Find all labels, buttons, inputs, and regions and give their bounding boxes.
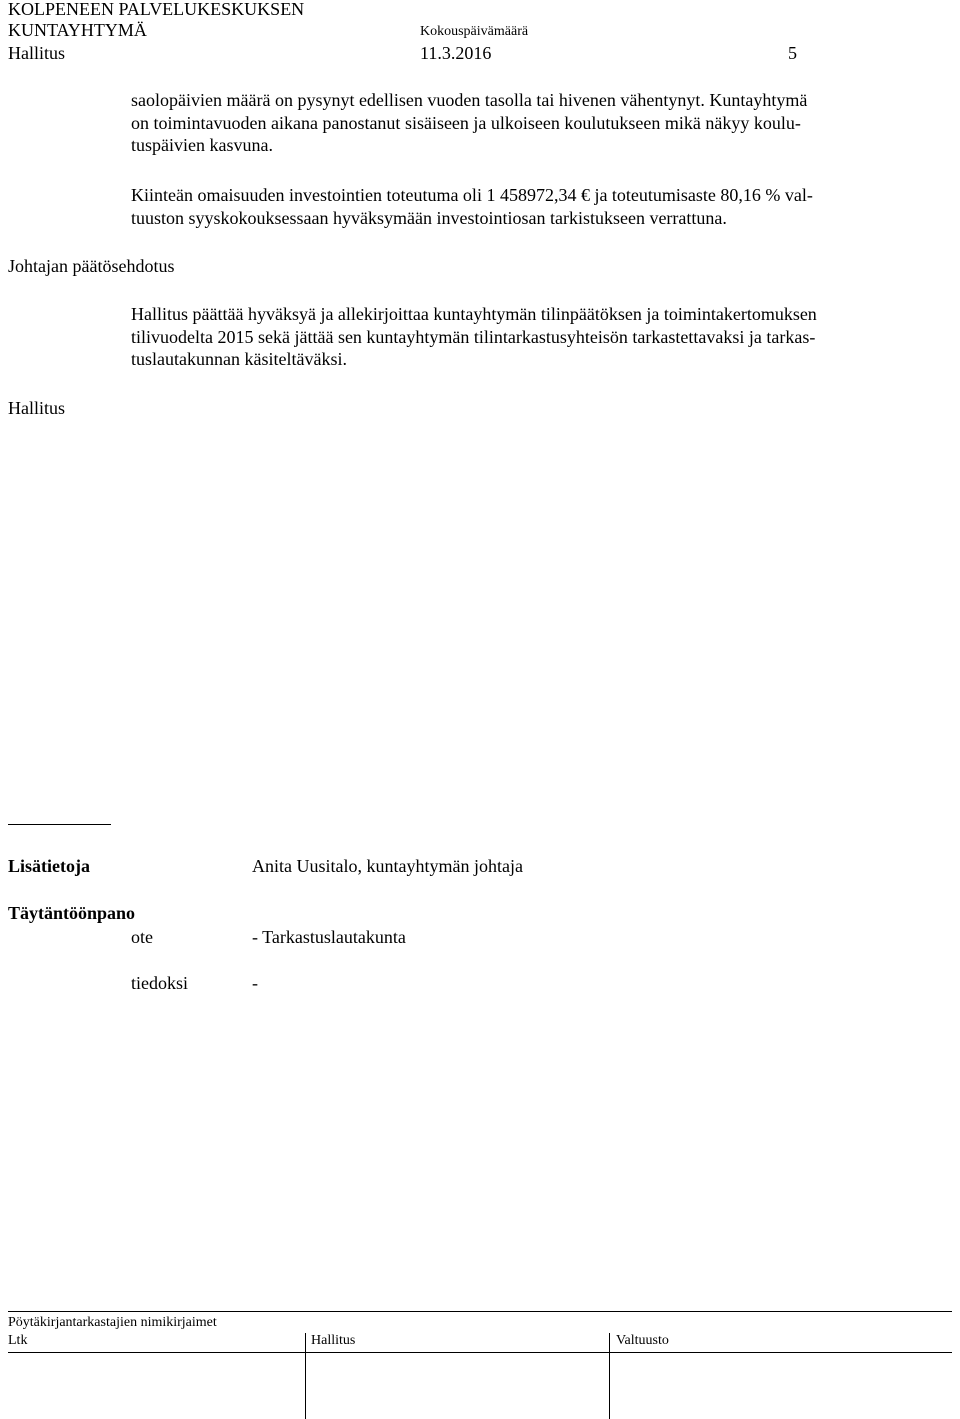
paragraph-line: tuuston syyskokouksessaan hyväksymään investointiosan tarkistukseen verrattuna. [131, 207, 727, 228]
signature-divider [305, 1333, 306, 1419]
tiedoksi-value: - [252, 973, 258, 993]
decision-label: Hallitus [8, 398, 65, 418]
paragraph-line: tilivuodelta 2015 sekä jättää sen kuntayhtymän tilintarkastusyhteisön tarkastettavaksi ja tarkas- [131, 326, 816, 347]
ote-label: ote [131, 927, 153, 947]
paragraph-line: on toimintavuoden aikana panostanut sisäiseen ja ulkoiseen koulutukseen mikä näkyy koulu- [131, 112, 801, 133]
paragraph-proposal [131, 303, 931, 371]
body-name: Hallitus [8, 43, 65, 63]
paragraph-line: Kiinteän omaisuuden investointien toteutuma oli 1 458972,34 € ja toteutumisaste 80,16 % val- [131, 185, 813, 205]
meeting-date: 11.3.2016 [420, 43, 492, 63]
organization-name-line1: KOLPENEEN PALVELUKESKUKSEN [8, 0, 305, 19]
paragraph-line: saolopäivien määrä on pysynyt edellisen vuoden tasolla tai hivenen vähentynyt. Kuntayhtymä [131, 90, 808, 110]
organization-name-line2: KUNTAYHTYMÄ [8, 20, 147, 40]
tiedoksi-label: tiedoksi [131, 973, 188, 993]
paragraph-line: Hallitus päättää hyväksyä ja allekirjoittaa kuntayhtymän tilinpäätöksen ja toimintakertomuksen [131, 304, 817, 324]
signature-column-hallitus: Hallitus [311, 1333, 356, 1348]
signature-divider [609, 1333, 610, 1419]
meeting-date-label: Kokouspäivämäärä [420, 24, 529, 39]
signature-title: Pöytäkirjantarkastajien nimikirjaimet [8, 1315, 217, 1330]
signature-column-ltk: Ltk [8, 1333, 28, 1348]
execution-label: Täytäntöönpano [8, 903, 136, 923]
paragraph-sick-leave [131, 89, 931, 157]
more-info-value: Anita Uusitalo, kuntayhtymän johtaja [252, 856, 523, 876]
proposal-label: Johtajan päätösehdotus [8, 256, 175, 276]
paragraph-line: tuspäivien kasvuna. [131, 135, 273, 155]
separator-line [8, 824, 111, 825]
signature-header-rule [8, 1352, 952, 1353]
signature-column-valtuusto: Valtuusto [616, 1333, 669, 1348]
signature-top-rule [8, 1311, 952, 1312]
paragraph-investments [131, 184, 931, 229]
more-info-label: Lisätietoja [8, 856, 90, 876]
ote-value: - Tarkastuslautakunta [252, 927, 406, 947]
page-number: 5 [788, 43, 797, 63]
paragraph-line: tuslautakunnan käsiteltäväksi. [131, 349, 347, 369]
